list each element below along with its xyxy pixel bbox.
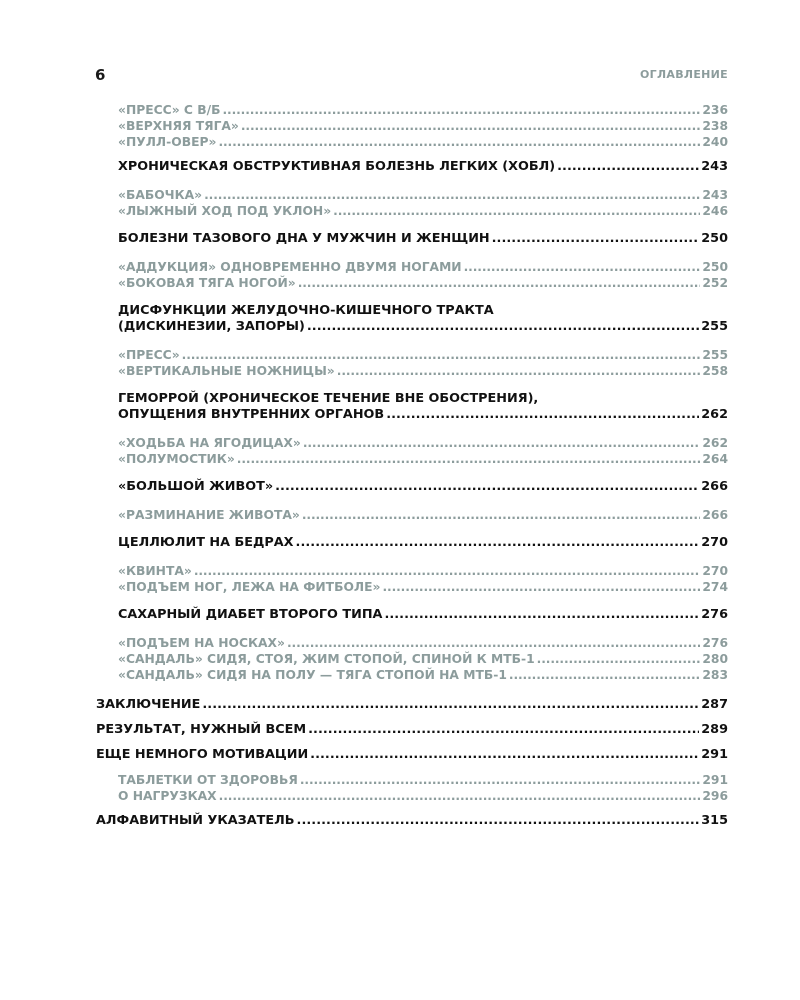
toc-section-title: БОЛЕЗНИ ТАЗОВОГО ДНА У МУЖЧИН И ЖЕНЩИН [118,231,490,246]
dot-leader [492,231,700,247]
toc-entry-page: 276 [702,636,728,650]
dot-leader [275,479,699,495]
toc-section-title: ОПУЩЕНИЯ ВНУТРЕННИХ ОРГАНОВ [118,407,385,422]
toc-entry[interactable] [96,579,728,595]
toc-entry[interactable] [96,563,728,579]
running-header: ОГЛАВЛЕНИЕ [640,68,728,81]
dot-leader [202,697,699,713]
toc-entry-title: О НАГРУЗКАХ [118,789,217,803]
dot-leader [557,159,699,175]
dot-leader [204,187,700,203]
toc-entry-title: «ВЕРХНЯЯ ТЯГА» [118,119,239,133]
toc-entry-title: «САНДАЛЬ» СИДЯ НА ПОЛУ — ТЯГА СТОПОЙ НА МТБ-1 [118,668,507,682]
toc-section[interactable] [96,479,728,495]
toc-entry-title: «ПОДЪЕМ НОГ, ЛЕЖА НА ФИТБОЛЕ» [118,580,381,594]
dot-leader [237,451,701,467]
toc-entry-page: 270 [702,564,728,578]
toc-entry-title: «КВИНТА» [118,564,192,578]
toc-section-page: 243 [701,159,728,174]
toc-section-page: 276 [701,607,728,622]
toc-chapter[interactable] [96,697,728,713]
toc-entry[interactable] [96,451,728,467]
dot-leader [382,579,700,595]
dot-leader [310,747,699,763]
toc-entry-page: 236 [702,103,728,117]
toc-entry-title: «БАБОЧКА» [118,188,203,202]
toc-section-title-line1: ДИСФУНКЦИИ ЖЕЛУДОЧНО-КИШЕЧНОГО ТРАКТА [118,303,494,318]
toc-entry-page: 264 [702,452,728,466]
toc-entry[interactable] [96,635,728,651]
toc-entry-page: 274 [702,580,728,594]
dot-leader [337,363,701,379]
toc-entry-title: «ХОДЬБА НА ЯГОДИЦАХ» [118,436,301,450]
dot-leader [219,788,701,804]
toc-entry-title: «ПРЕСС» С В/Б [118,103,221,117]
dot-leader [509,667,700,683]
toc-section-title: САХАРНЫЙ ДИАБЕТ ВТОРОГО ТИПА [118,607,383,622]
toc-entry-page: 258 [702,364,728,378]
dot-leader [307,319,699,335]
dot-leader [222,102,700,118]
toc-chapter-title: РЕЗУЛЬТАТ, НУЖНЫЙ ВСЕМ [96,722,307,737]
toc-entry-title: «ВЕРТИКАЛЬНЫЕ НОЖНИЦЫ» [118,364,335,378]
toc-entry[interactable] [96,347,728,363]
toc-section-title: ХРОНИЧЕСКАЯ ОБСТРУКТИВНАЯ БОЛЕЗНЬ ЛЕГКИХ (ХОБЛ) [118,159,556,174]
page-number: 6 [95,66,106,84]
toc-section[interactable] [96,231,728,247]
toc-entry-title: ТАБЛЕТКИ ОТ ЗДОРОВЬЯ [118,773,298,787]
table-of-contents [96,102,728,829]
toc-entry[interactable] [96,134,728,150]
toc-entry[interactable] [96,187,728,203]
dot-leader [182,347,701,363]
dot-leader [308,722,699,738]
toc-section[interactable] [96,159,728,175]
toc-entry-page: 240 [702,135,728,149]
toc-entry[interactable] [96,275,728,291]
toc-section-title: (ДИСКИНЕЗИИ, ЗАПОРЫ) [118,319,305,334]
dot-leader [287,635,700,651]
toc-entry[interactable] [96,667,728,683]
toc-entry[interactable] [96,102,728,118]
toc-chapter-page: 291 [701,747,728,762]
toc-chapter[interactable] [96,722,728,738]
toc-chapter-title: ЗАКЛЮЧЕНИЕ [96,697,201,712]
dot-leader [464,259,701,275]
toc-entry-title: «ПРЕСС» [118,348,180,362]
toc-section-page: 270 [701,535,728,550]
dot-leader [303,435,701,451]
toc-section-title-line1: ГЕМОРРОЙ (ХРОНИЧЕСКОЕ ТЕЧЕНИЕ ВНЕ ОБОСТРЕНИЯ), [118,391,539,406]
toc-chapter-page: 315 [701,813,728,828]
toc-entry-title: «ЛЫЖНЫЙ ХОД ПОД УКЛОН» [118,204,332,218]
toc-entry-title: «РАЗМИНАНИЕ ЖИВОТА» [118,508,300,522]
dot-leader [384,607,699,623]
toc-entry-page: 246 [702,204,728,218]
dot-leader [297,813,700,829]
toc-entry-page: 250 [702,260,728,274]
toc-chapter-title: АЛФАВИТНЫЙ УКАЗАТЕЛЬ [96,813,295,828]
toc-entry-page: 283 [702,668,728,682]
toc-entry[interactable] [96,651,728,667]
toc-section-page: 255 [701,319,728,334]
toc-chapter-page: 289 [701,722,728,737]
toc-entry[interactable] [96,772,728,788]
toc-chapter-title: ЕЩЕ НЕМНОГО МОТИВАЦИИ [96,747,309,762]
toc-section-title: ЦЕЛЛЮЛИТ НА БЕДРАХ [118,535,294,550]
toc-entry-page: 280 [702,652,728,666]
toc-section-title: «БОЛЬШОЙ ЖИВОТ» [118,479,274,494]
toc-section-page: 262 [701,407,728,422]
toc-entry[interactable] [96,363,728,379]
dot-leader [298,275,701,291]
toc-entry-page: 296 [702,789,728,803]
dot-leader [386,407,699,423]
toc-entry-title: «ПУЛЛ-ОВЕР» [118,135,217,149]
dot-leader [296,535,700,551]
dot-leader [218,134,700,150]
toc-chapter-page: 287 [701,697,728,712]
toc-section-page: 266 [701,479,728,494]
toc-entry-title: «САНДАЛЬ» СИДЯ, СТОЯ, ЖИМ СТОПОЙ, СПИНОЙ К МТБ-1 [118,652,535,666]
toc-entry-title: «ПОЛУМОСТИК» [118,452,235,466]
toc-entry[interactable] [96,118,728,134]
toc-entry[interactable] [96,203,728,219]
dot-leader [241,118,700,134]
dot-leader [333,203,700,219]
toc-section[interactable] [96,607,728,623]
dot-leader [302,507,700,523]
toc-entry-page: 243 [702,188,728,202]
toc-entry-page: 255 [702,348,728,362]
toc-entry-page: 262 [702,436,728,450]
toc-entry-title: «БОКОВАЯ ТЯГА НОГОЙ» [118,276,296,290]
toc-section[interactable] [96,535,728,551]
toc-chapter[interactable] [96,747,728,763]
toc-entry-title: «АДДУКЦИЯ» ОДНОВРЕМЕННО ДВУМЯ НОГАМИ [118,260,462,274]
dot-leader [194,563,701,579]
toc-entry-page: 238 [702,119,728,133]
toc-entry[interactable] [96,259,728,275]
toc-entry[interactable] [96,507,728,523]
toc-entry-title: «ПОДЪЕМ НА НОСКАХ» [118,636,285,650]
toc-chapter[interactable] [96,813,728,829]
toc-entry-page: 266 [702,508,728,522]
toc-section[interactable] [96,391,728,423]
toc-entry[interactable] [96,788,728,804]
dot-leader [300,772,700,788]
toc-entry-page: 291 [702,773,728,787]
toc-entry-page: 252 [702,276,728,290]
toc-section-page: 250 [701,231,728,246]
toc-entry[interactable] [96,435,728,451]
toc-section[interactable] [96,303,728,335]
dot-leader [537,651,701,667]
